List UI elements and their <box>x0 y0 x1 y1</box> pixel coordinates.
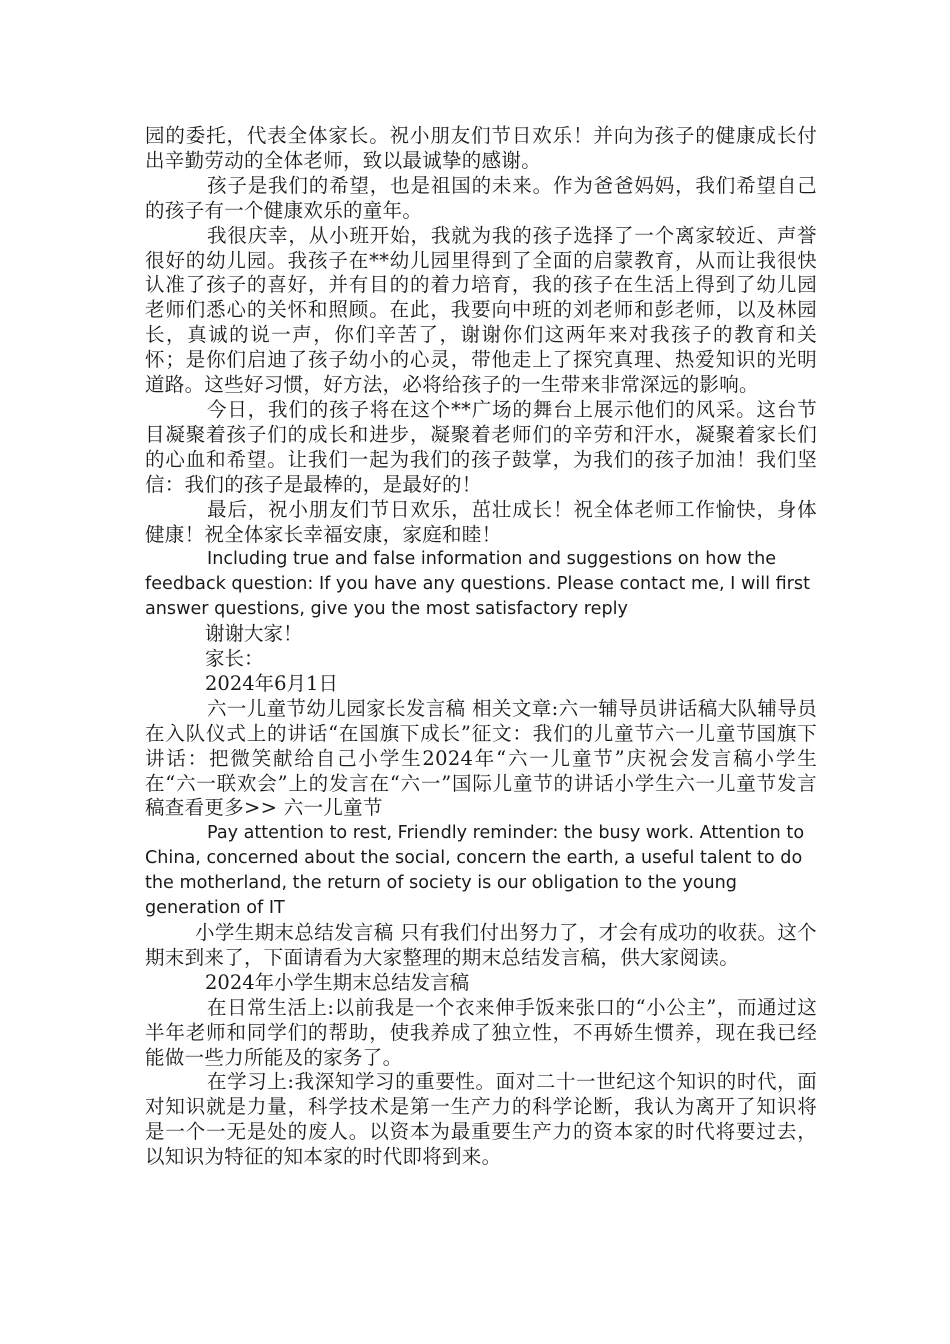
paragraph-signature-parent: 家长： <box>205 647 264 671</box>
paragraph-thanks-entrustment: 园的委托，代表全体家长。祝小朋友们节日欢乐！并向为孩子的健康成长付出辛勤劳动的全体老师，致以最诚挚的感谢。 <box>145 124 817 172</box>
paragraph-thank-you: 谢谢大家！ <box>205 622 303 646</box>
paragraph-kindergarten-gratitude: 我很庆幸，从小班开始，我就为我的孩子选择了一个离家较近、声誉很好的幼儿园。我孩子在**幼儿园里得到了全面的启蒙教育，从而让我很快认准了孩子的喜好，并有目的的着力培育，我的孩子在生活上得到了幼儿园老师们悉心的关怀和照顾。在此，我要向中班的刘老师和彭老师，以及林园长，真诚的说一声，你们辛苦了，谢谢你们这两年来对我孩子的教育和关怀；是你们启迪了孩子幼小的心灵，带他走上了探究真理、热爱知识的光明道路。这些好习惯，好方法，必将给孩子的一生带来非常深远的影响。 <box>145 223 817 397</box>
paragraph-term-summary-intro: 小学生期末总结发言稿 只有我们付出努力了，才会有成功的收获。这个期末到来了，下面请看为大家整理的期末总结发言稿，供大家阅读。 <box>145 921 817 969</box>
paragraph-term-summary-title: 2024年小学生期末总结发言稿 <box>205 970 470 994</box>
paragraph-children-hope: 孩子是我们的希望，也是祖国的未来。作为爸爸妈妈，我们希望自己的孩子有一个健康欢乐的童年。 <box>145 173 817 222</box>
paragraph-closing-wishes: 最后，祝小朋友们节日欢乐，茁壮成长！祝全体老师工作愉快，身体健康！祝全体家长幸福安康，家庭和睦！ <box>145 497 817 546</box>
paragraph-english-reminder: Pay attention to rest, Friendly reminder: the busy work. Attention to China, concerned about the social, concern the earth, a useful talent to do the motherland, the return of society is our obligation to the young generation of IT <box>145 823 805 919</box>
document-body <box>145 124 817 1170</box>
paragraph-daily-life: 在日常生活上:以前我是一个衣来伸手饭来张口的“小公主”，而通过这半年老师和同学们的帮助，使我养成了独立性，不再娇生惯养，现在我已经能做一些力所能及的家务了。 <box>145 995 817 1069</box>
paragraph-related-articles: 六一儿童节幼儿园家长发言稿 相关文章:六一辅导员讲话稿大队辅导员在入队仪式上的讲话“在国旗下成长”征文：我们的儿童节六一儿童节国旗下讲话：把微笑献给自己小学生2024年“六一儿童节”庆祝会发言稿小学生在“六一联欢会”上的发言在“六一”国际儿童节的讲话小学生六一儿童节发言稿查看更多>> 六一儿童节 <box>145 696 817 820</box>
paragraph-stage-performance: 今日，我们的孩子将在这个**广场的舞台上展示他们的风采。这台节目凝聚着孩子们的成长和进步，凝聚着老师们的辛劳和汗水，凝聚着家长们的心血和希望。让我们一起为我们的孩子鼓掌，为我们的孩子加油！我们坚信：我们的孩子是最棒的，是最好的！ <box>145 397 817 496</box>
paragraph-date: 2024年6月1日 <box>205 671 338 695</box>
paragraph-study: 在学习上:我深知学习的重要性。面对二十一世纪这个知识的时代，面对知识就是力量，科学技术是第一生产力的科学论断，我认为离开了知识将是一个一无是处的废人。以资本为最重要生产力的资本家的时代将要过去，以知识为特征的知本家的时代即将到来。 <box>145 1070 817 1169</box>
paragraph-english-feedback: Including true and false information and suggestions on how the feedback question: If you have any questions. Please contact me, I will first answer questions, give you the most satisfactory reply <box>145 549 810 620</box>
